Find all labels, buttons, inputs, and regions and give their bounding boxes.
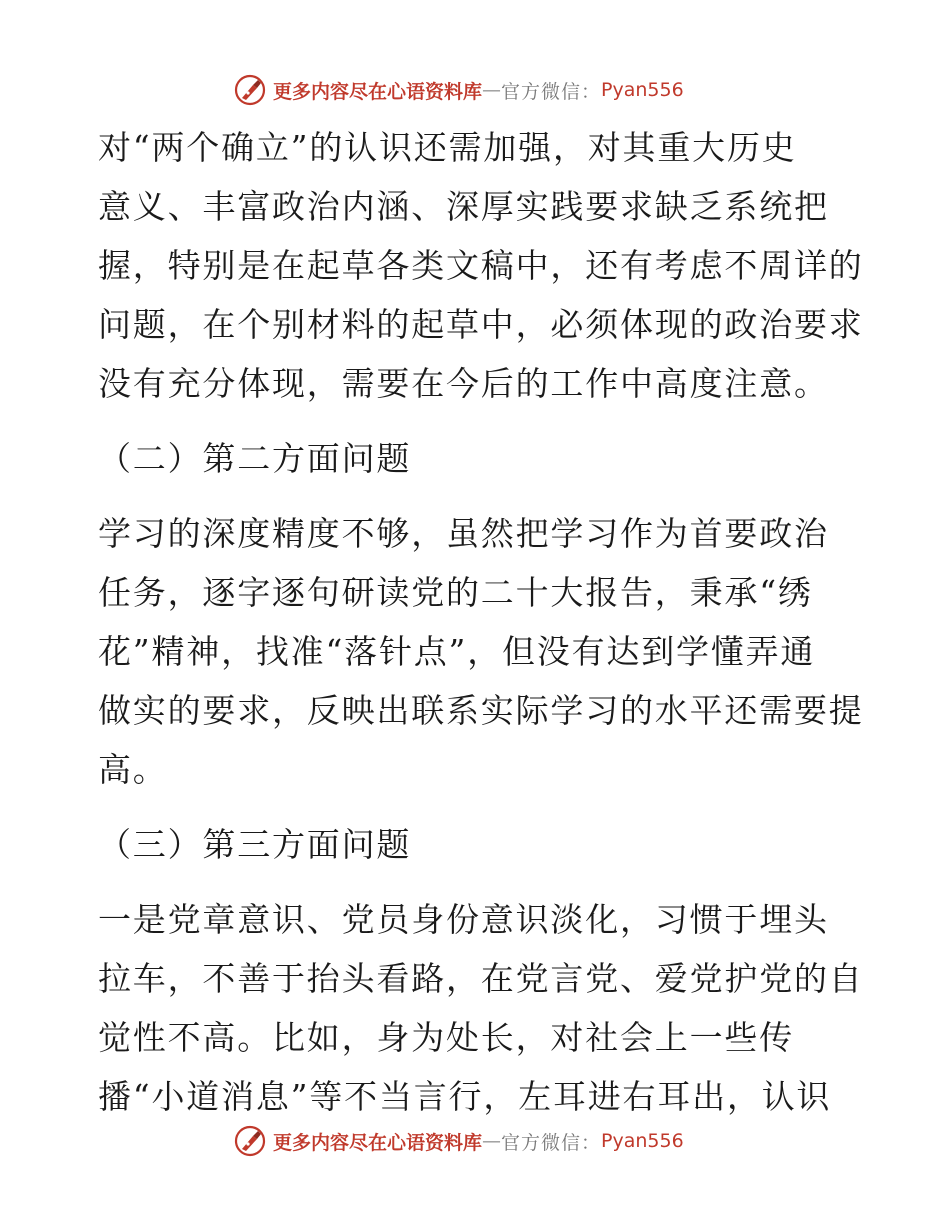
text-line: 对“两个确立”的认识还需加强，对其重大历史 [98, 128, 797, 167]
text-line: 播“小道消息”等不当言行，左耳进右耳出，认识 [98, 1077, 832, 1116]
banner-dash: — [482, 79, 502, 101]
text-line: 意义、丰富政治内涵、深厚实践要求缺乏系统把 [98, 187, 829, 226]
pen-nib-icon [233, 1124, 267, 1158]
banner-wechat-label: 官方微信： [501, 1131, 602, 1154]
footer-banner [233, 1123, 684, 1159]
banner-wechat-label: 官方微信： [501, 80, 602, 103]
text-line: 问题，在个别材料的起草中，必须体现的政治要求 [98, 305, 864, 344]
text-line: 拉车，不善于抬头看路，在党言党、爱党护党的自 [98, 959, 864, 998]
document-body [98, 118, 868, 1126]
text-line: 花”精神，找准“落针点”，但没有达到学懂弄通 [98, 632, 816, 671]
text-line: 觉性不高。比如，身为处长，对社会上一些传 [98, 1018, 794, 1057]
section-heading-3: （三）第三方面问题 [98, 825, 412, 864]
banner-brand-text: 更多内容尽在心语资料库 [273, 80, 483, 103]
text-line: 学习的深度精度不够，虽然把学习作为首要政治 [98, 514, 829, 553]
pen-nib-icon [233, 73, 267, 107]
paragraph-1 [98, 118, 868, 413]
banner-account: Pyan556 [601, 79, 684, 101]
banner-brand-text: 更多内容尽在心语资料库 [273, 1131, 483, 1154]
text-line: 没有充分体现，需要在今后的工作中高度注意。 [98, 364, 829, 403]
text-line: 做实的要求，反映出联系实际学习的水平还需要提 [98, 691, 864, 730]
paragraph-2 [98, 504, 868, 799]
banner-dash: — [482, 1130, 502, 1152]
text-line: 高。 [98, 750, 168, 789]
header-banner [233, 72, 684, 108]
text-line: 握，特别是在起草各类文稿中，还有考虑不周详的 [98, 246, 864, 285]
banner-account: Pyan556 [601, 1130, 684, 1152]
text-line: 任务，逐字逐句研读党的二十大报告，秉承“绣 [98, 573, 813, 612]
section-heading-2: （二）第二方面问题 [98, 439, 412, 478]
paragraph-3 [98, 890, 868, 1126]
text-line: 一是党章意识、党员身份意识淡化，习惯于埋头 [98, 900, 829, 939]
